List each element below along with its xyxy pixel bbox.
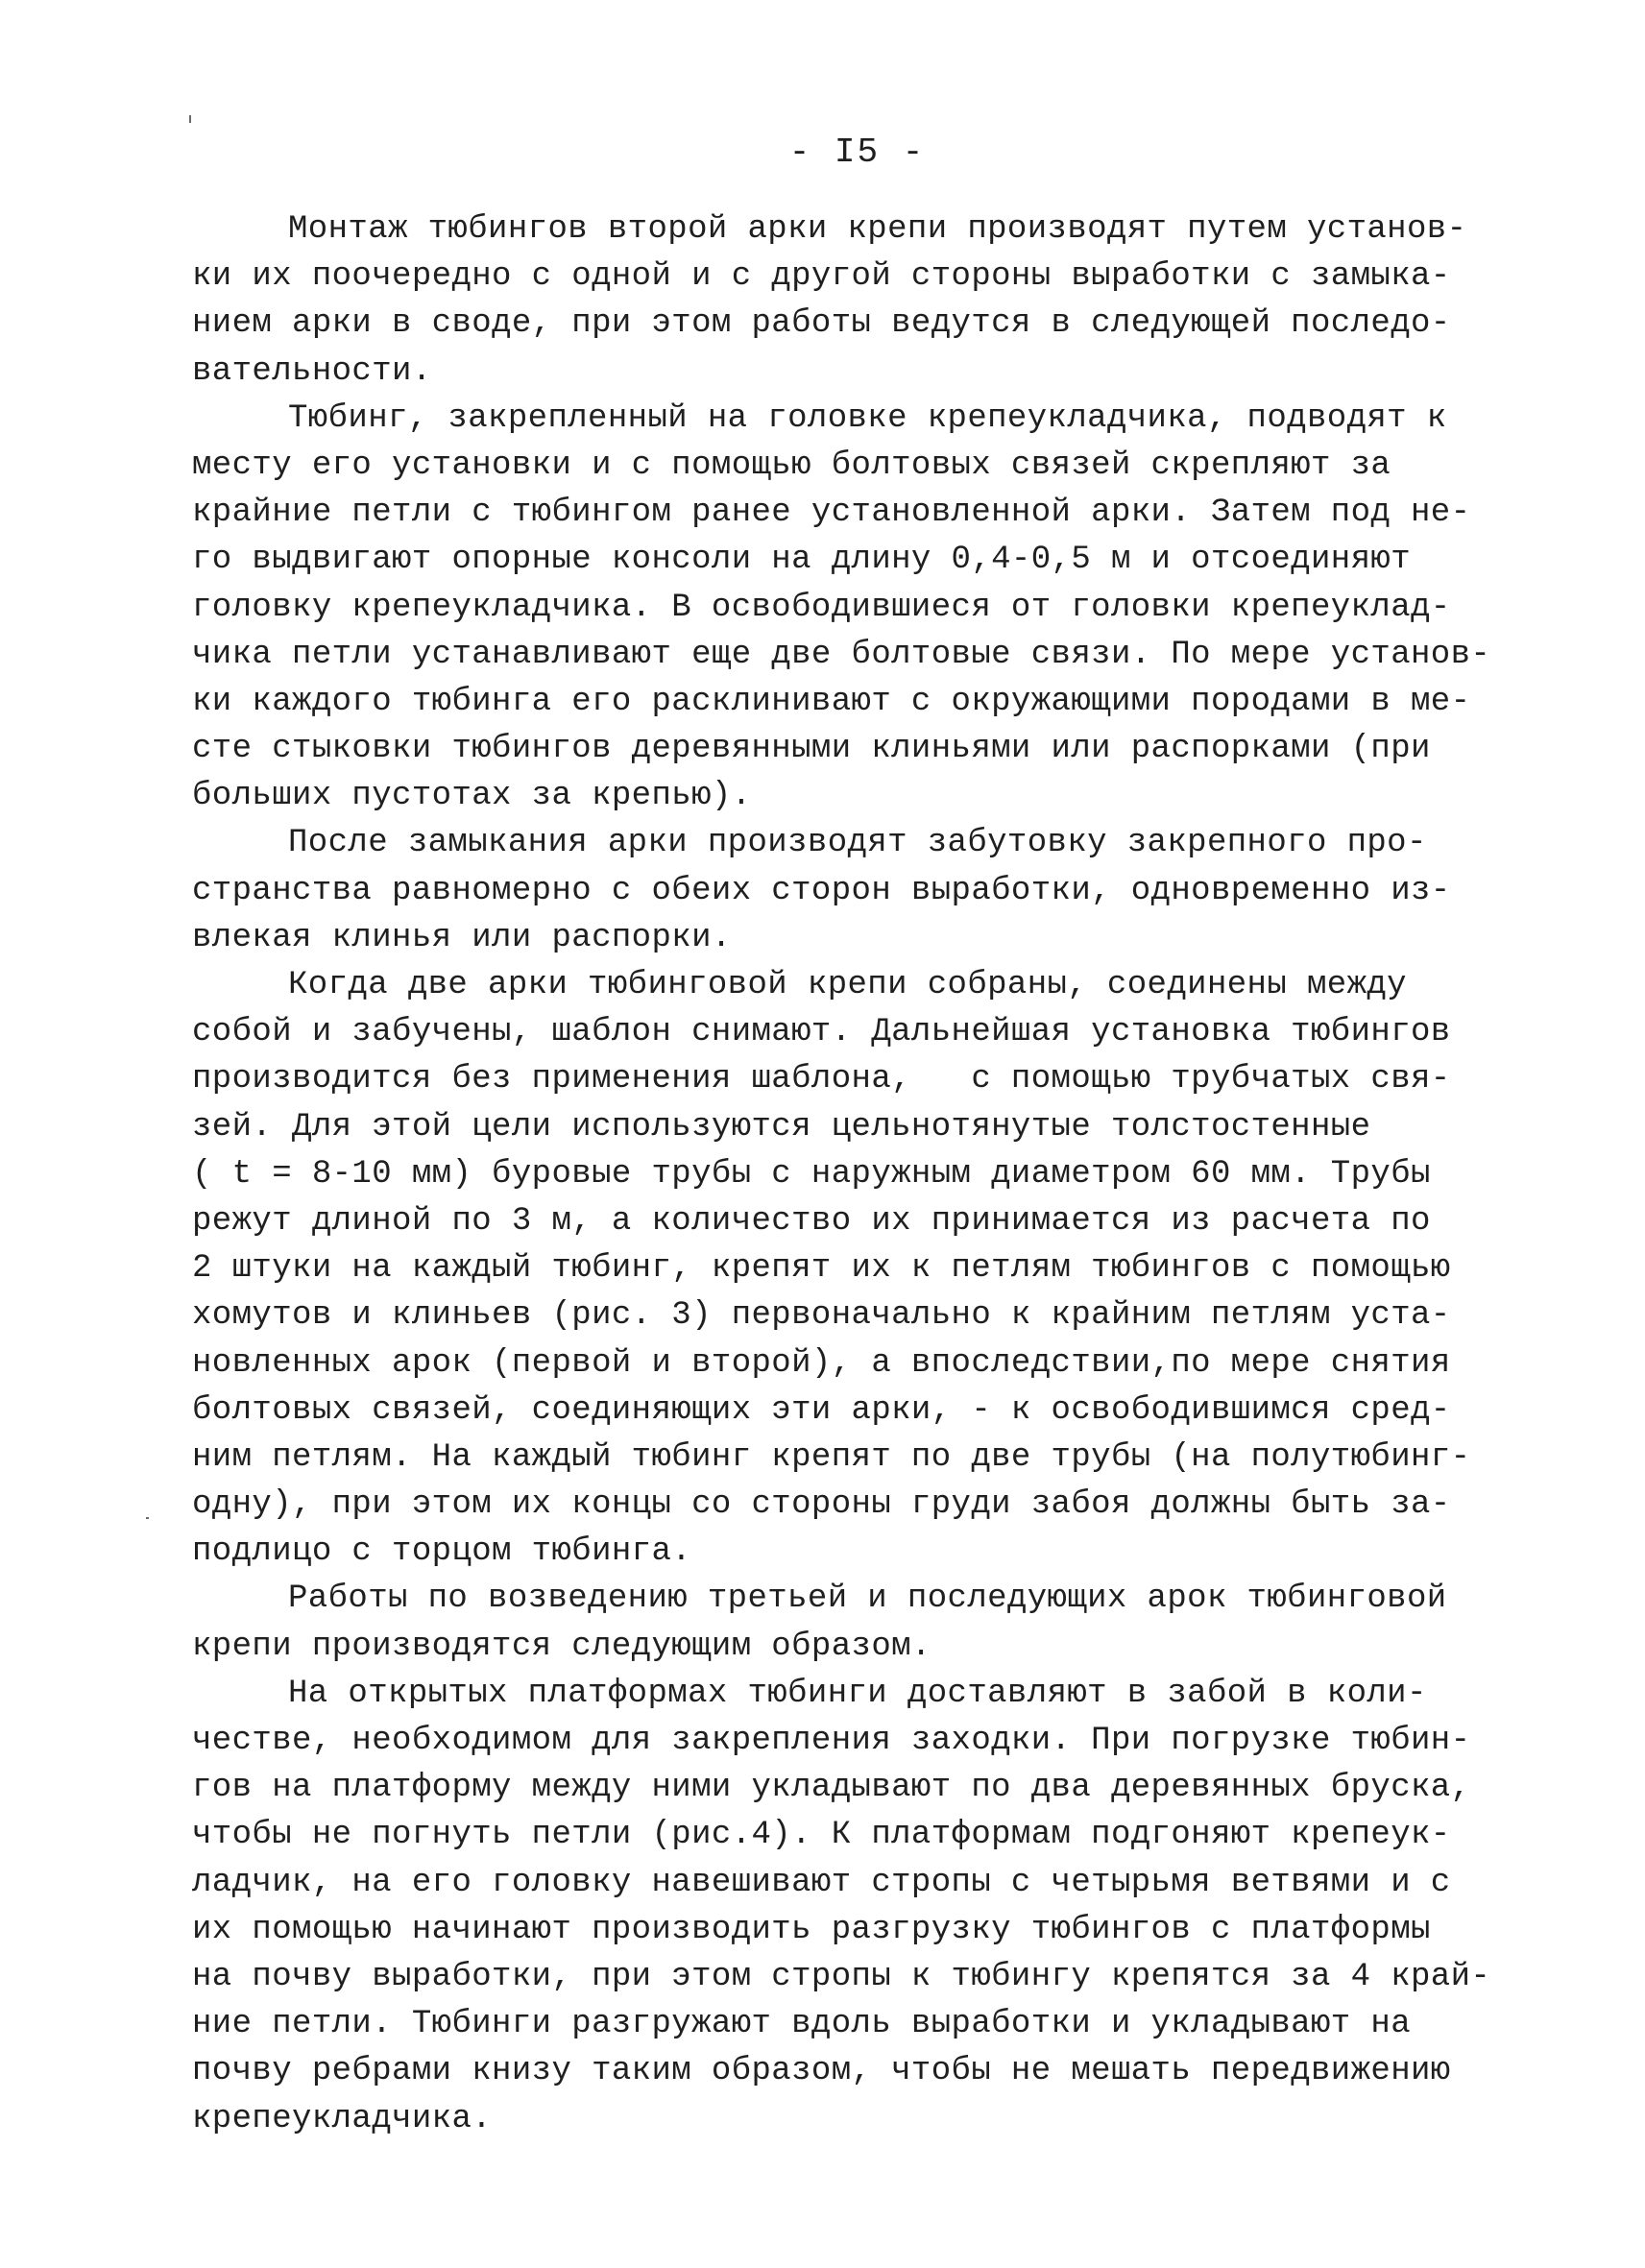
text-line: новленных арок (первой и второй), а впоследствии,по мере снятия: [192, 1344, 1451, 1382]
text-line: крепеукладчика.: [192, 2100, 493, 2137]
text-line: вательности.: [192, 352, 432, 390]
text-line: режут длиной по 3 м, а количество их принимается из расчета по: [192, 1202, 1431, 1240]
text-line: ладчик, на его головку навешивают стропы с четырьмя ветвями и с: [192, 1864, 1451, 1901]
text-line: ( t = 8-10 мм) буровые трубы с наружным диаметром 60 мм. Трубы: [192, 1155, 1431, 1193]
text-line: болтовых связей, соединяющих эти арки, - к освободившимся сред-: [192, 1391, 1451, 1429]
text-line: ки каждого тюбинга его расклинивают с окружающими породами в ме-: [192, 683, 1471, 720]
body-text: [192, 206, 1491, 2143]
text-line: После замыкания арки производят забутовку закрепного про-: [288, 825, 1427, 862]
text-line: их помощью начинают производить разгрузку тюбингов с платформы: [192, 1911, 1431, 1948]
text-line: больших пустотах за крепью).: [192, 778, 752, 815]
text-line: на почву выработки, при этом стропы к тюбингу крепятся за 4 край-: [192, 1958, 1491, 1995]
text-line: ние петли. Тюбинги разгружают вдоль выработки и укладывают на: [192, 2006, 1412, 2043]
text-line: Когда две арки тюбинговой крепи собраны, соединены между: [288, 967, 1407, 1003]
text-line: хомутов и клиньев (рис. 3) первоначально к крайним петлям уста-: [192, 1297, 1451, 1335]
scan-speck: [189, 115, 191, 123]
text-line: странства равномерно с обеих сторон выработки, одновременно из-: [192, 872, 1451, 909]
text-line: Тюбинг, закрепленный на головке крепеукладчика, подводят к: [288, 399, 1447, 437]
text-line: одну), при этом их концы со стороны груди забоя должны быть за-: [192, 1486, 1451, 1524]
text-line: го выдвигают опорные консоли на длину 0,4-0,5 м и отсоединяют: [192, 542, 1412, 579]
text-line: честве, необходимом для закрепления заходки. При погрузке тюбин-: [192, 1723, 1471, 1759]
text-line: почву ребрами книзу таким образом, чтобы не мешать передвижению: [192, 2053, 1451, 2090]
text-line: влекая клинья или распорки.: [192, 919, 732, 956]
text-line: 2 штуки на каждый тюбинг, крепят их к петлям тюбингов с помощью: [192, 1250, 1451, 1288]
text-line: ки их поочередно с одной и с другой стороны выработки с замыка-: [192, 258, 1451, 296]
text-line: чтобы не погнуть петли (рис.4). К платформам подгоняют крепеук-: [192, 1817, 1451, 1854]
scan-speck: [146, 1517, 149, 1519]
text-line: сте стыковки тюбингов деревянными клиньями или распорками (при: [192, 731, 1431, 768]
text-line: ним петлям. На каждый тюбинг крепят по две трубы (на полутюбинг-: [192, 1438, 1471, 1476]
page-number: - I5 -: [788, 133, 926, 172]
text-line: зей. Для этой цели используются цельнотянутые толстостенные: [192, 1108, 1371, 1146]
text-line: подлицо с торцом тюбинга.: [192, 1533, 692, 1571]
text-line: крепи производятся следующим образом.: [192, 1628, 931, 1665]
text-line: головку крепеукладчика. В освободившиеся от головки крепеуклад-: [192, 589, 1451, 626]
text-line: собой и забучены, шаблон снимают. Дальнейшая установка тюбингов: [192, 1014, 1451, 1051]
text-line: Работы по возведению третьей и последующих арок тюбинговой: [288, 1580, 1447, 1618]
text-line: нием арки в своде, при этом работы ведутся в следующей последо-: [192, 305, 1451, 343]
text-line: Монтаж тюбингов второй арки крепи производят путем установ-: [288, 211, 1467, 248]
text-line: месту его установки и с помощью болтовых связей скрепляют за: [192, 446, 1391, 484]
text-line: На открытых платформах тюбинги доставляют в забой в коли-: [288, 1675, 1427, 1712]
text-line: крайние петли с тюбингом ранее установленной арки. Затем под не-: [192, 495, 1471, 532]
text-line: гов на платформу между ними укладывают по два деревянных бруска,: [192, 1770, 1471, 1807]
text-line: производится без применения шаблона, с помощью трубчатых свя-: [192, 1061, 1451, 1098]
text-line: чика петли устанавливают еще две болтовые связи. По мере установ-: [192, 636, 1491, 673]
